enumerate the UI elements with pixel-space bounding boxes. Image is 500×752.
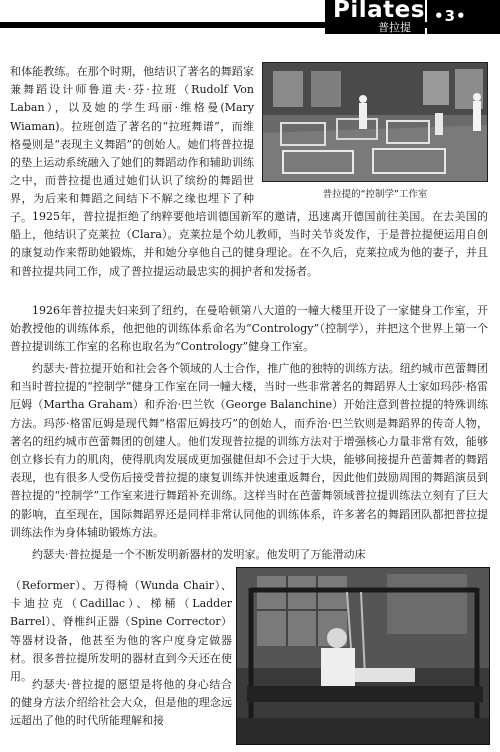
paragraph-inventor: （Reformer）、万得椅（Wunda Chair）、卡迪拉克（Cadillac）、梯桶（Ladder Barrel）、脊椎纠正器（Spine Corrector）等器材设备，他甚至为他的客户度身定做器材。很多普拉提所发明的器材直到今天还在使用。 [10,579,232,684]
paragraph-inventor-lead: 约瑟夫·普拉提是一个不断发明新器材的发明家。他发明了万能滑动床 [32,548,366,561]
apparatus-photo [236,567,490,745]
paragraph-1926: 1926年普拉提夫妇来到了纽约，在曼哈顿第八大道的一幢大楼里开设了一家健身工作室，开始教授他的训练体系，他把他的训练体系命名为“Contrology”（控制学），并把这个世界上第一个普拉提训练工作室的名称也取名为“Contrology”健身工作室。 [10,304,488,354]
paragraph-wish: 约瑟夫·普拉提的愿望是将他的身心结合的健身方法介绍给社会大众，但是他的理念远远超出了他的时代所能理解和接 [10,678,232,728]
studio-photo [262,62,488,182]
paragraph-collaboration: 约瑟夫·普拉提开始和社会各个领域的人士合作，推广他的独特的训练方法。纽约城市芭蕾舞团和当时普拉提的“控制学”健身工作室在同一幢大楼，当时一些非常著名的舞蹈界人士家如玛莎·格雷厄姆（Martha Graham）和乔治·巴兰钦（George Balanchine）开始注意到普拉提的特殊训练方法。玛莎·格雷厄姆是现代舞“格雷厄姆技巧”的创始人，而乔治·巴兰钦则是舞蹈界的传奇人物，著名的纽约城市芭蕾舞团的创建人。他们发现普拉提的训练方法对于增强核心力量非常有效，能够创立修长有力的肌肉，使得肌肉发展成更加强健但却不会过于大块，能够间接提升芭蕾舞者的舞蹈表现，也有很多人受伤后接受普拉提的康复训练并快速重返舞台，因此他们鼓励周围的舞蹈演员到普拉提的“控制学”工作室来进行舞蹈补充训练。这样当时在芭蕾舞领域普拉提训练法立刻有了巨大的影响，直至现在，国际舞蹈界还是同样非常认同他的训练体系，许多著名的舞蹈团队都把普拉提训练法作为身体辅助锻炼方法。 [10,362,488,539]
apparatus-photo-image [237,568,490,745]
studio-photo-caption: 普拉提的“控制学”工作室 [322,189,428,200]
page-header [0,0,500,56]
paragraph-1925: 1925年，普拉提拒绝了纳粹要他培训德国新军的邀请，迅速离开德国前往美国。在去美国的船上，他结识了克莱拉（Clara）。克莱拉是个幼儿教师，当时关节炎发作，于是普拉提便运用自创的康复动作来帮助她锻炼，并和她分享他自己的健身理论。在不久后，克莱拉成为他的妻子，并且和普拉提共同工作，成了普拉提运动最忠实的拥护者和发扬者。 [10,210,488,278]
page-number: •3• [434,7,467,25]
header-rule [0,22,500,28]
paragraph-continued: 和体能教练。在那个时期，他结识了著名的舞蹈家兼舞蹈设计师鲁道夫·芬·拉班（Rudolf Von Laban），以及她的学生玛丽·维格曼(Mary Wiaman)。拉班创造了著名的“拉班舞谱”，而维格曼则是“表现主义舞蹈”的创始人。她们将普拉提的垫上运动系统融入了她们的舞蹈动作和辅助训练之中，而普拉提也通过她们认识了缤纷的舞蹈世界，为后来和舞蹈之间结下不解之缘也埋下了种子。 [10,65,254,224]
logo-english: Pilates [333,0,425,23]
studio-photo-image [263,63,488,182]
logo-chinese: 普拉提 [378,21,411,34]
